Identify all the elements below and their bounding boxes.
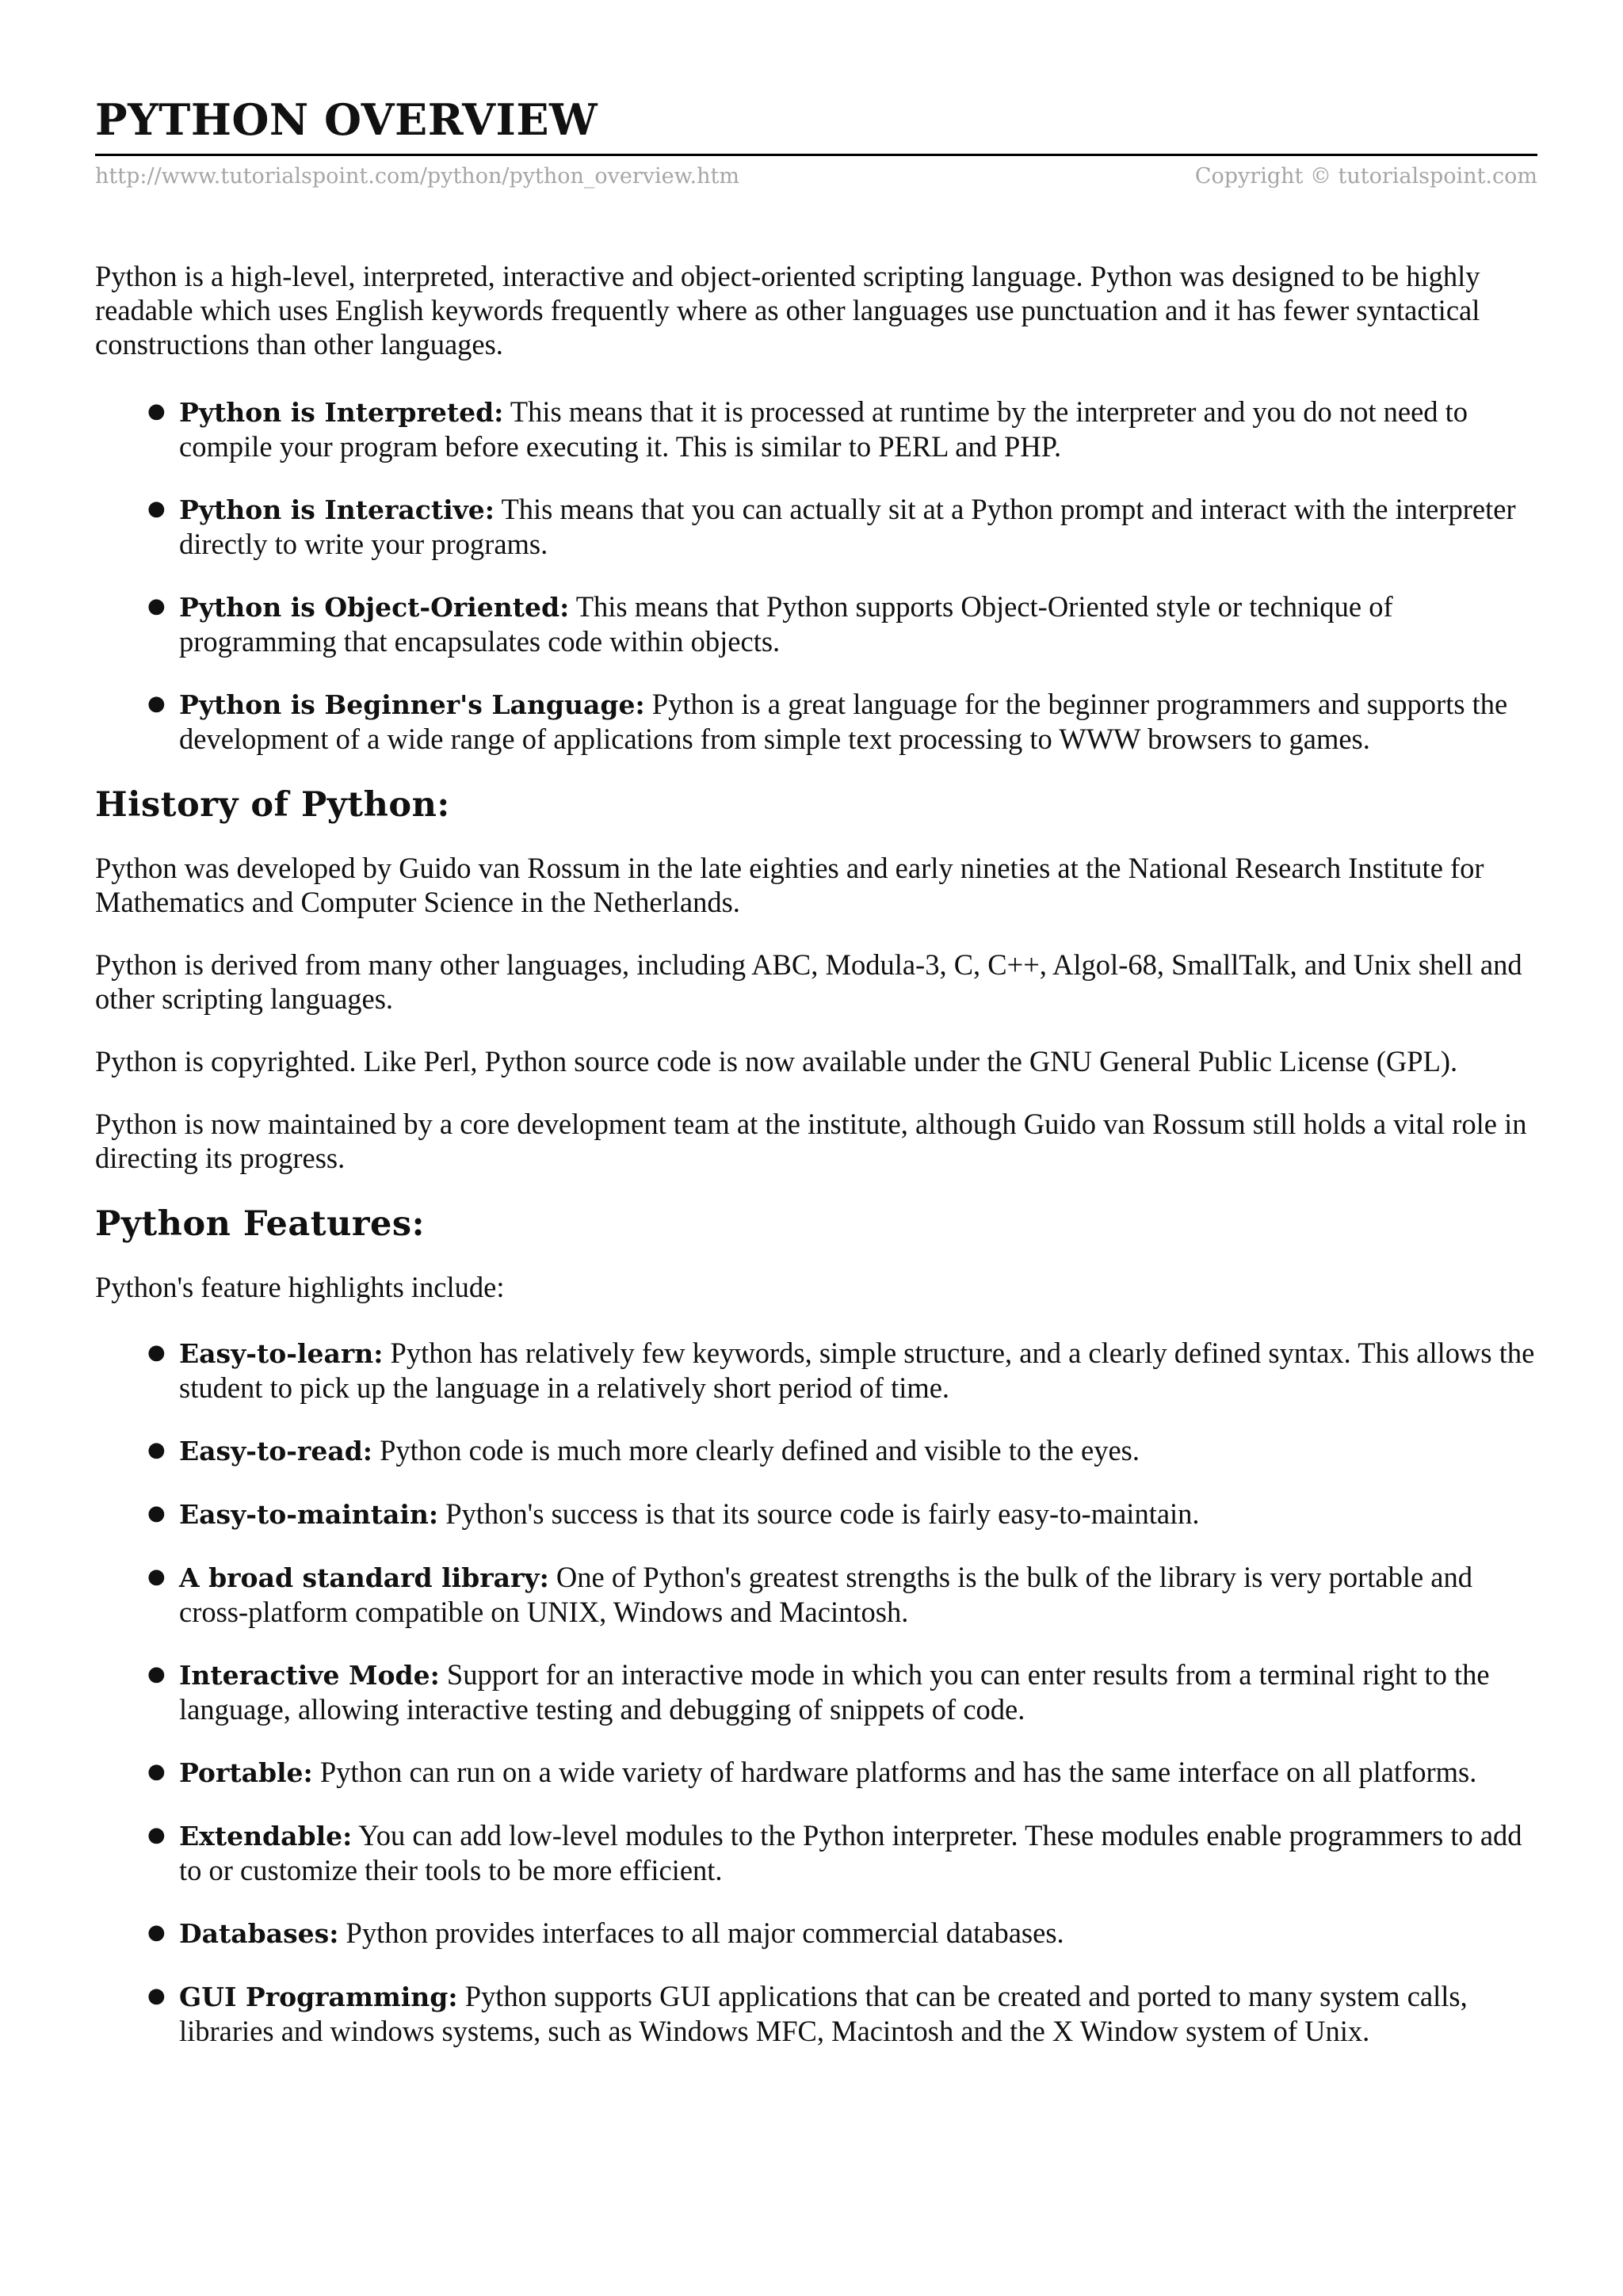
page-meta-row: [95, 161, 1537, 193]
list-item: [147, 1755, 1537, 1790]
list-item: [147, 1336, 1537, 1405]
title-divider: [95, 154, 1537, 156]
document-content: [95, 259, 1537, 2048]
item-text: Python's success is that its source code is fairly easy-to-maintain.: [438, 1497, 1200, 1530]
item-text: Python is a great language for the beginner programmers and supports the development of a wide range of applications from simple text processing to WWW browsers to games.: [179, 688, 1508, 755]
item-text: You can add low-level modules to the Python interpreter. These modules enable programmers to add to or customize their tools to be more efficient.: [179, 1819, 1522, 1886]
bullet-icon: ●: [147, 1438, 166, 1462]
item-term: Python is Object-Oriented:: [179, 592, 570, 623]
item-text: This means that you can actually sit at a Python prompt and interact with the interpreter directly to write your programs.: [179, 493, 1516, 560]
item-text: Python code is much more clearly defined and visible to the eyes.: [372, 1434, 1140, 1466]
bullet-icon: ●: [147, 692, 166, 715]
item-term: Databases:: [179, 1918, 339, 1949]
bullet-icon: ●: [147, 1984, 166, 2008]
item-term: Easy-to-read:: [179, 1436, 372, 1466]
item-text: Python supports GUI applications that can be created and ported to many system calls, libraries and windows systems, such as Windows MFC, Macintosh and the X Window system of Unix.: [179, 1980, 1468, 2047]
item-term: Python is Interactive:: [179, 494, 495, 525]
list-item: [147, 589, 1537, 658]
item-text: Python has relatively few keywords, simple structure, and a clearly defined syntax. This allows the student to pick up the language in a relatively short period of time.: [179, 1337, 1535, 1404]
history-paragraph: Python is now maintained by a core development team at the institute, although Guido van Rossum still holds a vital role in directing its progress.: [95, 1108, 1527, 1174]
copyright-notice: Copyright © tutorialspoint.com: [1194, 164, 1537, 189]
bullet-icon: ●: [147, 1341, 166, 1364]
list-item: [147, 395, 1537, 463]
intro-paragraph: Python is a high-level, interpreted, interactive and object-oriented scripting language. Python was designed to be highly readable which uses English keywords frequently where as other languages use punctuation and it has fewer syntactical constructions than other languages.: [95, 260, 1480, 360]
list-item: [147, 1818, 1537, 1887]
history-paragraph: Python is derived from many other languages, including ABC, Modula-3, C, C++, Algol-68, SmallTalk, and Unix shell and other scripting languages.: [95, 948, 1522, 1015]
features-intro: Python's feature highlights include:: [95, 1271, 505, 1303]
overview-list: [95, 395, 1537, 756]
list-item: [147, 492, 1537, 561]
history-paragraph: Python was developed by Guido van Rossum in the late eighties and early nineties at the National Research Institute for Mathematics and Computer Science in the Netherlands.: [95, 852, 1484, 918]
item-text: Python provides interfaces to all major commercial databases.: [338, 1917, 1064, 1949]
bullet-icon: ●: [147, 399, 166, 423]
bullet-icon: ●: [147, 1920, 166, 1944]
item-text: Python can run on a wide variety of hardware platforms and has the same interface on all platforms.: [312, 1756, 1477, 1788]
item-term: Extendable:: [179, 1821, 353, 1852]
item-text: This means that Python supports Object-Oriented style or technique of programming that encapsulates code within objects.: [179, 590, 1393, 658]
list-item: [147, 687, 1537, 756]
item-term: Easy-to-learn:: [179, 1338, 384, 1369]
list-item: [147, 1916, 1537, 1951]
item-text: Support for an interactive mode in which you can enter results from a terminal right to the language, allowing interactive testing and debugging of snippets of code.: [179, 1658, 1490, 1726]
item-term: Interactive Mode:: [179, 1660, 440, 1691]
history-heading: History of Python:: [95, 785, 450, 825]
bullet-icon: ●: [147, 497, 166, 521]
bullet-icon: ●: [147, 1501, 166, 1525]
item-text: This means that it is processed at runtime by the interpreter and you do not need to compile your program before executing it. This is similar to PERL and PHP.: [179, 395, 1468, 463]
features-heading: Python Features:: [95, 1204, 425, 1244]
features-list: [95, 1336, 1537, 2048]
bullet-icon: ●: [147, 1565, 166, 1589]
list-item: [147, 1979, 1537, 2048]
list-item: [147, 1497, 1537, 1531]
item-term: A broad standard library:: [179, 1562, 549, 1593]
list-item: [147, 1433, 1537, 1468]
history-paragraph: Python is copyrighted. Like Perl, Python source code is now available under the GNU General Public License (GPL).: [95, 1045, 1458, 1077]
bullet-icon: ●: [147, 594, 166, 618]
source-url[interactable]: http://www.tutorialspoint.com/python/python_overview.htm: [95, 164, 739, 189]
item-text: One of Python's greatest strengths is the bulk of the library is very portable and cross-platform compatible on UNIX, Windows and Macintosh.: [179, 1561, 1472, 1628]
item-term: GUI Programming:: [179, 1981, 458, 2012]
bullet-icon: ●: [147, 1662, 166, 1686]
list-item: [147, 1657, 1537, 1726]
document-page: [95, 93, 1537, 2048]
item-term: Python is Beginner's Language:: [179, 689, 645, 720]
item-term: Python is Interpreted:: [179, 397, 504, 428]
list-item: [147, 1560, 1537, 1629]
item-term: Portable:: [179, 1757, 313, 1788]
bullet-icon: ●: [147, 1760, 166, 1783]
page-title: PYTHON OVERVIEW: [95, 94, 598, 145]
bullet-icon: ●: [147, 1823, 166, 1847]
item-term: Easy-to-maintain:: [179, 1499, 439, 1530]
